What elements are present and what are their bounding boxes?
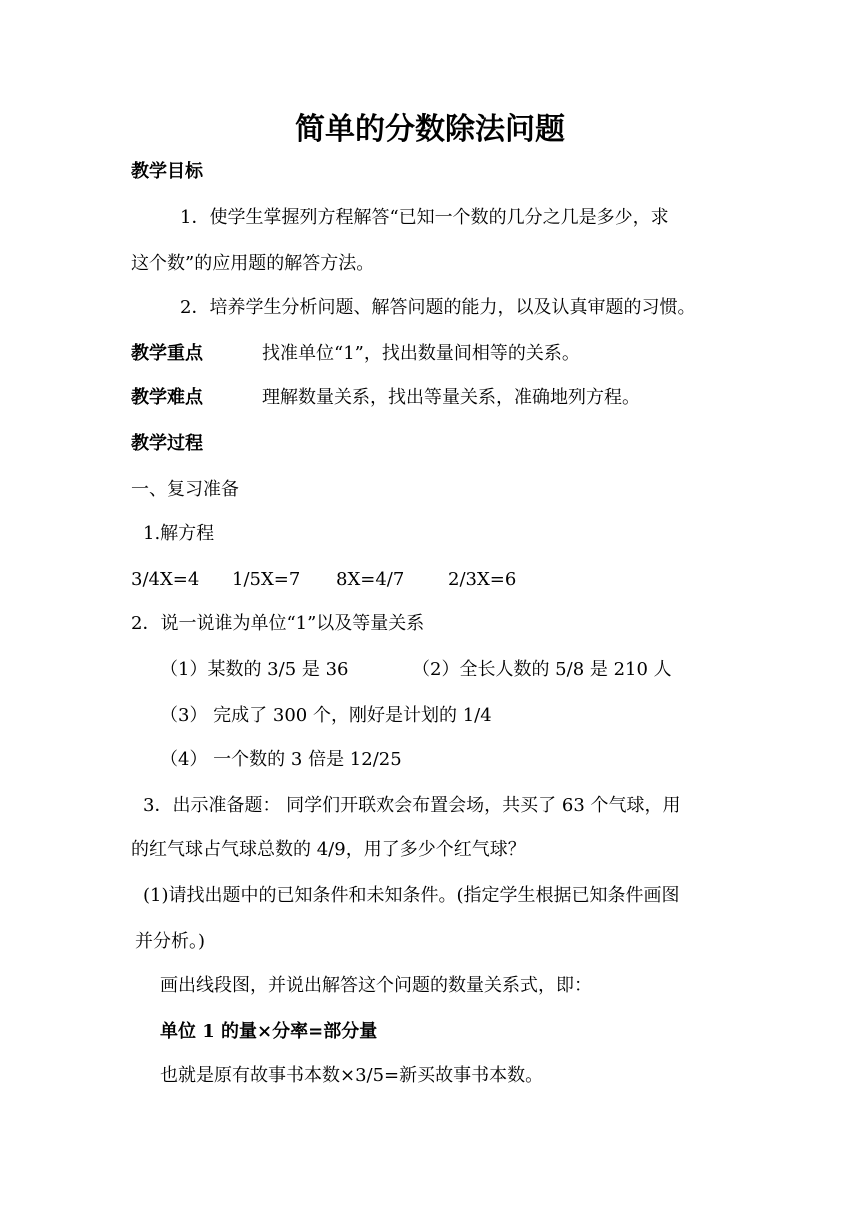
difficulty-label: 教学难点 [131, 387, 203, 408]
objective-item-2: 2．培养学生分析问题、解答问题的能力，以及认真审题的习惯。 [180, 297, 696, 318]
difficulty-text: 理解数量关系，找出等量关系，准确地列方程。 [262, 387, 640, 408]
equation-2: 1/5X=7 [232, 569, 301, 590]
objectives-heading: 教学目标 [131, 161, 203, 182]
step-1-line-2: 并分析。) [135, 931, 206, 952]
page-title: 简单的分数除法问题 [295, 112, 565, 147]
equation-3: 8X=4/7 [336, 569, 405, 590]
question-4: （4） 一个数的 3 倍是 12/25 [160, 749, 402, 770]
equation-4: 2/3X=6 [448, 569, 517, 590]
objective-item-1-line-2: 这个数”的应用题的解答方法。 [131, 253, 375, 274]
step-1-line-1: (1)请找出题中的已知条件和未知条件。(指定学生根据已知条件画图 [143, 885, 680, 906]
question-1: （1）某数的 3/5 是 36 [160, 659, 349, 680]
key-point-text: 找准单位“1”，找出数量间相等的关系。 [262, 343, 580, 364]
question-2: （2）全长人数的 5/8 是 210 人 [412, 659, 672, 680]
equation-1: 3/4X=4 [131, 569, 200, 590]
question-3: （3） 完成了 300 个，刚好是计划的 1/4 [160, 705, 492, 726]
section-review-heading: 一、复习准备 [131, 479, 239, 500]
draw-diagram-text: 画出线段图，并说出解答这个问题的数量关系式，即： [160, 975, 592, 996]
prep-problem-line-1: 3．出示准备题： 同学们开联欢会布置会场，共买了 63 个气球，用 [143, 795, 681, 816]
conclusion-text: 也就是原有故事书本数×3/5=新买故事书本数。 [160, 1065, 544, 1086]
key-point-label: 教学重点 [131, 343, 203, 364]
prep-problem-line-2: 的红气球占气球总数的 4/9，用了多少个红气球？ [131, 839, 526, 860]
subsection-unit-one: 2．说一说谁为单位“1”以及等量关系 [131, 613, 425, 634]
objective-item-1-line-1: 1．使学生掌握列方程解答“已知一个数的几分之几是多少，求 [180, 207, 669, 228]
quantity-formula: 单位 1 的量×分率=部分量 [160, 1021, 378, 1042]
subsection-solve-equations: 1.解方程 [143, 523, 215, 544]
process-heading: 教学过程 [131, 433, 203, 454]
